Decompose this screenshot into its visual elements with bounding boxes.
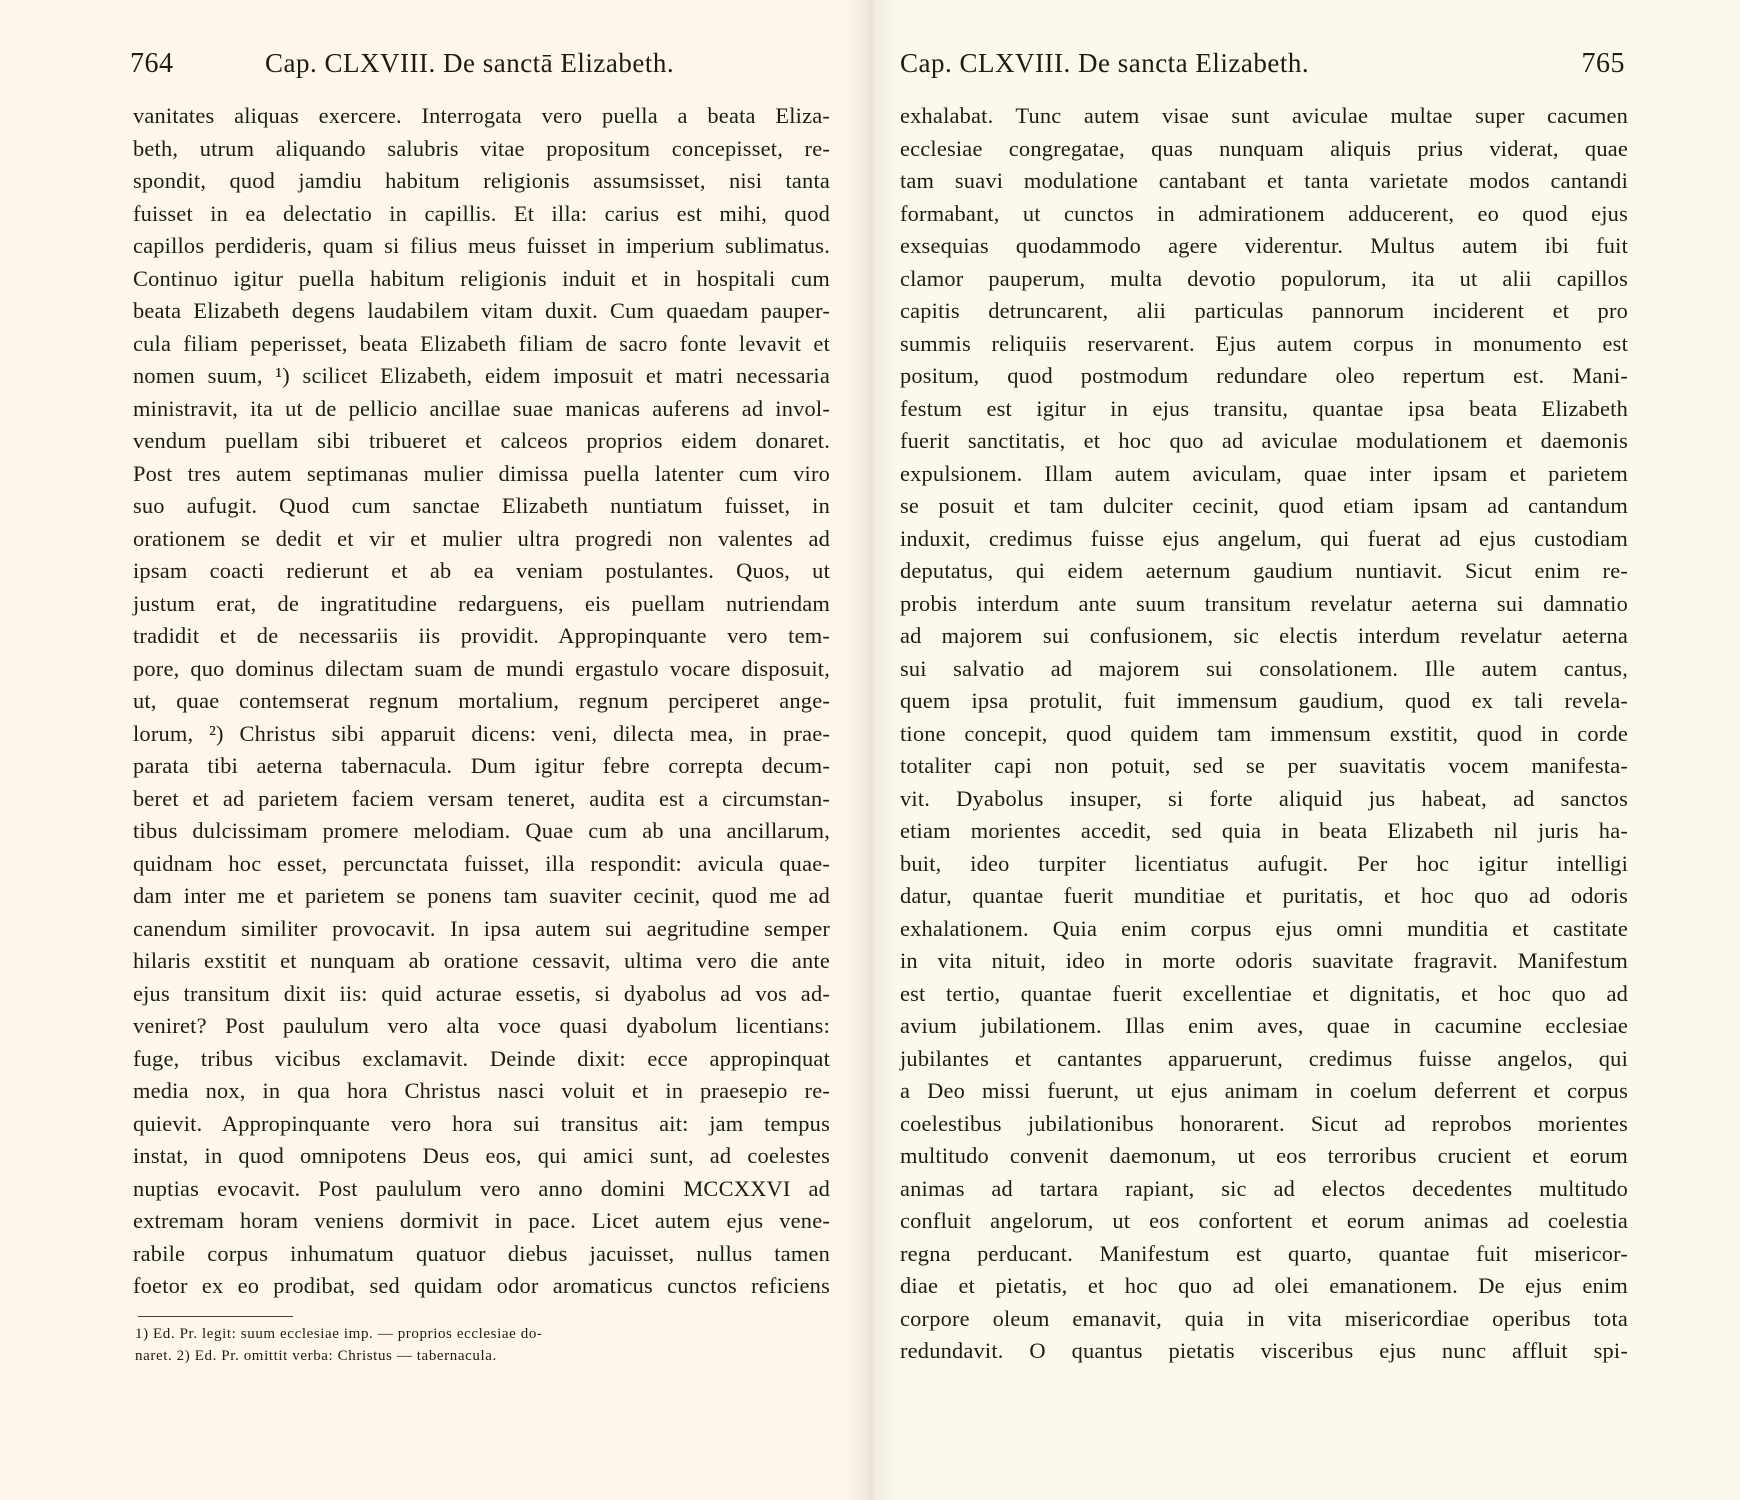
text-line: nuptias evocavit. Post paululum vero anno domini MCCXXVI ad [133, 1175, 830, 1201]
text-line: beret et ad parietem faciem versam teneret, audita est a circumstan- [133, 785, 830, 811]
text-line: summis reliquiis reservarent. Ejus autem corpus in monumento est [900, 330, 1628, 356]
text-line: vit. Dyabolus insuper, si forte aliquid jus habeat, ad sanctos [900, 785, 1628, 811]
right-body-text [900, 100, 1628, 1368]
text-line: sui salvatio ad majorem sui consolationem. Ille autem cantus, [900, 655, 1628, 681]
text-line: festum est igitur in ejus transitu, quantae ipsa beata Elizabeth [900, 395, 1628, 421]
text-line: canendum similiter provocavit. In ipsa autem sui aegritudine semper [133, 915, 830, 941]
text-line: tibus dulcissimam promere melodiam. Quae cum ab una ancillarum, [133, 818, 830, 843]
text-line: vendum puellam sibi tribueret et calceos proprios eidem donaret. [133, 428, 830, 453]
text-line: etiam morientes accedit, sed quia in beata Elizabeth nil juris ha- [900, 818, 1628, 843]
text-line: probis interdum ante suum transitum revelatur aeterna sui damnatio [900, 590, 1628, 616]
text-line: expulsionem. Illam autem aviculam, quae inter ipsam et parietem [900, 460, 1628, 486]
text-line: hilaris exstitit et nunquam ab oratione cessavit, ultima vero die ante [133, 948, 830, 973]
text-line: ejus transitum dixit iis: quid acturae essetis, si dyabolus ad vos ad- [133, 980, 830, 1006]
book-gutter [846, 0, 896, 1500]
text-line: tione concepit, quod quidem tam immensum exstitit, quod in corde [900, 720, 1628, 746]
text-line: nomen suum, ¹) scilicet Elizabeth, eidem imposuit et matri necessaria [133, 363, 830, 388]
text-line: vanitates aliquas exercere. Interrogata vero puella a beata Eliza- [133, 103, 830, 128]
text-line: totaliter capi non potuit, sed se per suavitatis vocem manifesta- [900, 753, 1628, 778]
text-line: induxit, credimus fuisse ejus angelum, qui fuerat ad ejus custodiam [900, 525, 1628, 551]
text-line: quem ipsa protulit, fuit immensum gaudium, quod ex tali revela- [900, 688, 1628, 713]
text-line: media nox, in qua hora Christus nasci voluit et in praesepio re- [133, 1078, 830, 1103]
text-line: beth, utrum aliquando salubris vitae propositum concepisset, re- [133, 135, 830, 161]
text-line: cula filiam peperisset, beata Elizabeth filiam de sacro fonte levavit et [133, 330, 830, 356]
text-line: rabile corpus inhumatum quatuor diebus jacuisset, nullus tamen [133, 1240, 830, 1266]
text-line: regna perducant. Manifestum est quarto, quantae fuit misericor- [900, 1240, 1628, 1266]
footnote-line: naret. 2) Ed. Pr. omittit verba: Christus — tabernacula. [135, 1348, 497, 1364]
text-line: capillos perdideris, quam si filius meus fuisset in imperium sublimatus. [133, 233, 830, 258]
running-head: Cap. CLXVIII. De sancta Elizabeth. [900, 48, 1310, 78]
text-line: justum erat, de ingratitudine redarguens, eis puellam nutriendam [133, 590, 830, 616]
text-line: extremam horam veniens dormivit in pace. Licet autem ejus vene- [133, 1208, 830, 1233]
text-line: fuisset in ea delectatio in capillis. Et illa: carius est mihi, quod [133, 200, 830, 226]
text-line: foetor ex eo prodibat, sed quidam odor aromaticus cunctos reficiens [133, 1273, 830, 1298]
text-line: est tertio, quantae fuerit excellentiae et dignitatis, et hoc quo ad [900, 980, 1628, 1006]
text-line: instat, in quod omnipotens Deus eos, qui amici sunt, ad coelestes [133, 1143, 830, 1168]
page-number: 765 [1581, 48, 1625, 79]
text-line: clamor pauperum, multa devotio populorum, ita ut alii capillos [900, 265, 1628, 291]
text-line: positum, quod postmodum redundare oleo repertum est. Mani- [900, 363, 1628, 388]
text-line: exhalationem. Quia enim corpus ejus omni munditia et castitate [900, 915, 1628, 941]
text-line: fuge, tribus vicibus exclamavit. Deinde dixit: ecce appropinquat [133, 1045, 830, 1071]
text-line: formabant, ut cunctos in admirationem adducerent, eo quod ejus [900, 200, 1628, 226]
text-line: corpore oleum emanavit, quia in vita misericordiae operibus tota [900, 1305, 1628, 1331]
text-line: lorum, ²) Christus sibi apparuit dicens: veni, dilecta mea, in prae- [133, 720, 830, 746]
text-line: jubilantes et cantantes apparuerunt, credimus fuisse angelos, qui [900, 1045, 1628, 1071]
text-line: capitis detruncarent, alii particulas pannorum inciderent et pro [900, 298, 1628, 323]
text-line: confluit angelorum, ut eos confortent et eorum animas ad coelestia [900, 1208, 1628, 1233]
text-line: Post tres autem septimanas mulier dimissa puella latenter cum viro [133, 460, 830, 486]
text-line: multitudo convenit daemonum, ut eos terroribus crucient et eorum [900, 1143, 1628, 1168]
text-line: tradidit et de necessariis iis providit. Appropinquante vero tem- [133, 623, 830, 648]
text-line: a Deo missi fuerunt, ut ejus animam in coelum deferrent et corpus [900, 1078, 1628, 1103]
left-body-text [133, 100, 830, 1303]
text-line: animas ad tartara rapiant, sic ad electos decedentes multitudo [900, 1175, 1628, 1201]
text-line: coelestibus jubilationibus honorarent. Sicut ad reprobos morientes [900, 1110, 1628, 1136]
text-line: buit, ideo turpiter licentiatus aufugit. Per hoc igitur intelligi [900, 850, 1628, 876]
text-line: spondit, quod jamdiu habitum religionis assumsisset, nisi tanta [133, 168, 830, 193]
footnote-rule [138, 1316, 293, 1317]
text-line: diae et pietatis, et hoc quo ad olei emanationem. De ejus enim [900, 1273, 1628, 1298]
text-line: Continuo igitur puella habitum religionis induit et in hospitali cum [133, 265, 830, 291]
text-line: tam suavi modulatione cantabant et tanta varietate modos cantandi [900, 168, 1628, 193]
text-line: avium jubilationem. Illas enim aves, quae in cacumine ecclesiae [900, 1013, 1628, 1038]
footnote-line: 1) Ed. Pr. legit: suum ecclesiae imp. — proprios ecclesiae do- [135, 1326, 543, 1342]
text-line: parata tibi aeterna tabernacula. Dum igitur febre correpta decum- [133, 753, 830, 778]
right-page-header [900, 48, 1625, 88]
footnotes [135, 1323, 835, 1367]
text-line: beata Elizabeth degens laudabilem vitam duxit. Cum quaedam pauper- [133, 298, 830, 323]
text-line: quidnam hoc esset, percunctata fuisset, illa respondit: avicula quae- [133, 850, 830, 876]
text-line: ecclesiae congregatae, quas nunquam aliquis prius viderat, quae [900, 135, 1628, 161]
text-line: veniret? Post paululum vero alta voce quasi dyabolum licentians: [133, 1013, 830, 1038]
text-line: suo aufugit. Quod cum sanctae Elizabeth nuntiatum fuisset, in [133, 493, 830, 518]
right-page [870, 0, 1740, 1500]
text-line: ad majorem sui confusionem, sic electis interdum revelatur aeterna [900, 623, 1628, 648]
text-line: fuerit sanctitatis, et hoc quo ad aviculae modulationem et daemonis [900, 428, 1628, 453]
text-line: in vita nituit, ideo in morte odoris suavitate fragravit. Manifestum [900, 948, 1628, 973]
page-number: 764 [130, 48, 174, 79]
left-page-header [130, 48, 830, 88]
text-line: pore, quo dominus dilectam suam de mundi ergastulo vocare disposuit, [133, 655, 830, 681]
text-line: ut, quae contemserat regnum mortalium, regnum perciperet ange- [133, 688, 830, 713]
text-line: deputatus, qui eidem aeternum gaudium nuntiavit. Sicut enim re- [900, 558, 1628, 583]
text-line: se posuit et tam dulciter cecinit, quod etiam ipsam ad cantandum [900, 493, 1628, 518]
text-line: orationem se dedit et vir et mulier ultra progredi non valentes ad [133, 525, 830, 551]
text-line: quievit. Appropinquante vero hora sui transitus ait: jam tempus [133, 1110, 830, 1136]
running-head: Cap. CLXVIII. De sanctā Elizabeth. [265, 48, 675, 78]
text-line: datur, quantae fuerit munditiae et puritatis, et hoc quo ad odoris [900, 883, 1628, 908]
text-line: ipsam coacti redierunt et ab ea veniam postulantes. Quos, ut [133, 558, 830, 583]
text-line: ministravit, ita ut de pellicio ancillae suae manicas auferens ad invol- [133, 395, 830, 421]
text-line: exsequias quodammodo agere viderentur. Multus autem ibi fuit [900, 233, 1628, 258]
text-line: redundavit. O quantus pietatis visceribus ejus nunc affluit spi- [900, 1338, 1628, 1363]
text-line: dam inter me et parietem se ponens tam suaviter cecinit, quod me ad [133, 883, 830, 908]
text-line: exhalabat. Tunc autem visae sunt aviculae multae super cacumen [900, 103, 1628, 128]
